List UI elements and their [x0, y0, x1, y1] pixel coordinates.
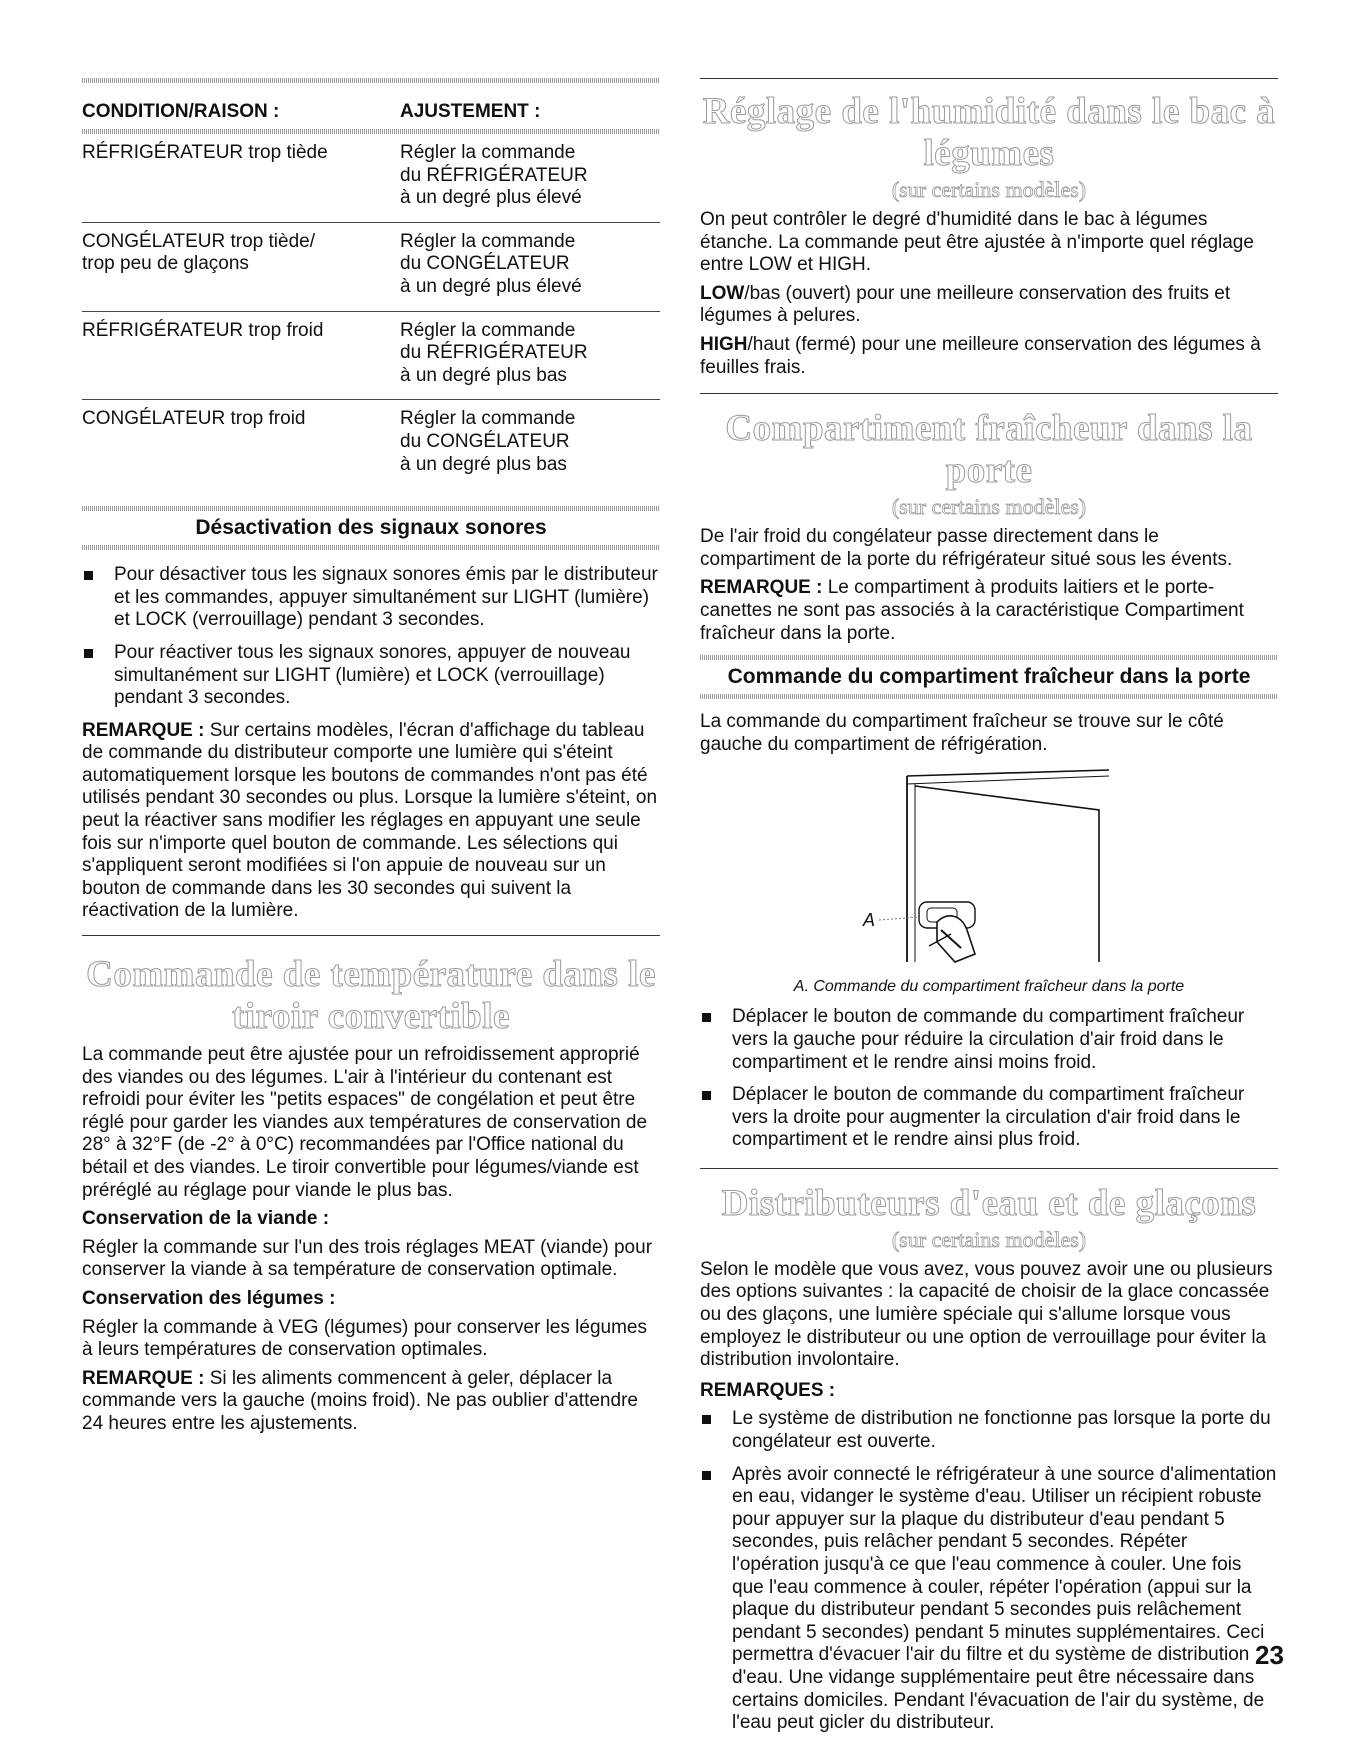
bullet-square-icon — [702, 1091, 711, 1100]
note-text: Le compartiment à produits laitiers et le porte-canettes ne sont pas associés à la caractéristique Compartiment fraîcheur dans la porte. — [700, 577, 1244, 644]
table-row — [82, 400, 660, 506]
left-column — [82, 78, 660, 1442]
dispensers-subtitle: (sur certains modèles) — [891, 1226, 1087, 1252]
section-rule — [700, 393, 1278, 394]
list-item — [82, 642, 660, 710]
veg-heading: Conservation des légumes : — [82, 1287, 336, 1309]
section-rule — [700, 1168, 1278, 1169]
hatch-divider — [700, 694, 1278, 699]
fresh-intro: De l'air froid du congélateur passe directement dans le compartiment de la porte du réfrigérateur situé sous les évents. — [700, 526, 1233, 570]
adjustment-cell: Régler la commande du RÉFRIGÉRATEUR à un degré plus bas — [400, 319, 588, 386]
adjustment-cell: Régler la commande du RÉFRIGÉRATEUR à un degré plus élevé — [400, 142, 588, 209]
drawer-note — [82, 1368, 660, 1436]
condition-cell: RÉFRIGÉRATEUR trop froid — [82, 319, 324, 341]
bullet-text: Déplacer le bouton de commande du compartiment fraîcheur vers la gauche pour réduire la circulation d'air froid dans le compartiment et le rendre ainsi moins froid. — [732, 1006, 1245, 1073]
condition-cell: CONGÉLATEUR trop tiède/ trop peu de glaçons — [82, 230, 316, 275]
veg-text: Régler la commande à VEG (légumes) pour conserver les légumes à leurs températures de conservation optimales. — [82, 1316, 647, 1361]
figure-label-a: A — [863, 910, 876, 931]
bullet-square-icon — [702, 1013, 711, 1022]
section-rule — [82, 935, 660, 936]
high-label: HIGH — [700, 333, 748, 355]
condition-cell: CONGÉLATEUR trop froid — [82, 408, 306, 430]
bullet-text: Après avoir connecté le réfrigérateur à une source d'alimentation en eau, vidanger le système d'eau. Utiliser un récipient robuste pour appuyer sur la plaque du distributeur d'eau pendant 5 secondes, puis relâcher pendant 5 secondes. Répéter l'opération jusqu'à ce que l'eau commence à couler. Une fois que l'eau commence à couler, répéter l'opération (appui sur la plaque du distributeur pendant 5 secondes puis relâchement pendant 5 secondes) pendant 5 minutes supplémentaires. Ceci permettra d'évacuer l'air du filtre et du système de distribution d'eau. Une vidange supplémentaire peut être nécessaire dans certains domiciles. Pendant l'évacuation de l'air du système, de l'eau peut gicler du distributeur. — [732, 1463, 1277, 1734]
notes-heading: REMARQUES : — [700, 1379, 836, 1401]
condition-cell: RÉFRIGÉRATEUR trop tiède — [82, 142, 328, 163]
fresh-note — [700, 577, 1278, 645]
drawer-intro: La commande peut être ajustée pour un refroidissement approprié des viandes ou des légumes. L'air à l'intérieur du contenant est refroidi pour éviter les "petits espaces" de congélation et peut être réglé pour garder les viandes aux températures de conservation de 28° à 32°F (de -2° à 0°C) recommandées par l'Office national du bétail et des viandes. Le tiroir convertible pour légumes/viande est préréglé au réglage pour viande le plus bas. — [82, 1044, 648, 1201]
humidity-high — [700, 334, 1278, 379]
fresh-bullets — [700, 1006, 1278, 1152]
dispensers-bullets — [700, 1408, 1278, 1734]
figure-caption: A. Commande du compartiment fraîcheur dans la porte — [793, 978, 1185, 996]
page-number: 23 — [1255, 1640, 1284, 1670]
list-item — [700, 1408, 1278, 1453]
section-rule — [700, 78, 1278, 79]
bullet-text: Pour désactiver tous les signaux sonores émis par le distributeur et les commandes, appuyer simultanément sur LIGHT (lumière) et LOCK (verrouillage) pendant 3 secondes. — [114, 564, 658, 631]
bullet-square-icon — [84, 571, 93, 580]
hatch-divider — [82, 545, 660, 550]
bullet-text: Déplacer le bouton de commande du compartiment fraîcheur vers la droite pour augmenter la circulation d'air froid dans le compartiment et le rendre ainsi plus froid. — [732, 1084, 1245, 1151]
bullet-text: Pour réactiver tous les signaux sonores, appuyer de nouveau simultanément sur LIGHT (lumière) et LOCK (verrouillage) pendant 3 secondes. — [114, 641, 631, 709]
bullet-square-icon — [702, 1415, 711, 1424]
drawer-title: Commande de température dans le tiroir convertible — [86, 954, 656, 1038]
fresh-control-text: La commande du compartiment fraîcheur se trouve sur le côté gauche du compartiment de réfrigération. — [700, 711, 1224, 755]
note-label: REMARQUE : — [82, 1367, 205, 1389]
low-text: /bas (ouvert) pour une meilleure conservation des fruits et légumes à pelures. — [700, 282, 1231, 327]
table-row — [82, 312, 660, 401]
meat-heading: Conservation de la viande : — [82, 1208, 330, 1230]
adjustment-header: AJUSTEMENT : — [400, 101, 541, 122]
table-row — [82, 134, 660, 223]
fresh-subtitle: (sur certains modèles) — [891, 494, 1087, 520]
dispensers-title: Distributeurs d'eau et de glaçons — [721, 1182, 1257, 1224]
sound-heading: Désactivation des signaux sonores — [195, 516, 547, 540]
right-column — [700, 78, 1278, 1745]
list-item — [700, 1464, 1278, 1735]
bullet-text: Le système de distribution ne fonctionne pas lorsque la porte du congélateur est ouverte. — [732, 1408, 1271, 1453]
bullet-square-icon — [702, 1471, 711, 1480]
sound-bullets — [82, 564, 660, 710]
list-item — [82, 564, 660, 632]
list-item — [700, 1006, 1278, 1074]
list-item — [700, 1084, 1278, 1152]
note-text: Si les aliments commencent à geler, déplacer la commande vers la gauche (moins froid). Ne pas oublier d'attendre 24 heures entre les ajustements. — [82, 1367, 638, 1434]
adjustment-cell: Régler la commande du CONGÉLATEUR à un degré plus bas — [400, 408, 576, 475]
note-label: REMARQUE : — [700, 577, 823, 599]
bullet-square-icon — [84, 649, 93, 658]
sound-note — [82, 720, 660, 923]
fresh-control-illustration — [779, 762, 1199, 974]
meat-text: Régler la commande sur l'un des trois réglages MEAT (viande) pour conserver la viande à sa température de conservation optimale. — [82, 1236, 653, 1281]
fresh-control-heading: Commande du compartiment fraîcheur dans la porte — [727, 665, 1251, 689]
note-text: Sur certains modèles, l'écran d'affichage du tableau de commande du distributeur comporte une lumière qui s'éteint automatiquement lorsque les boutons de commandes n'ont pas été utilisés pendant 30 secondes ou plus. Lorsque la lumière s'éteint, on peut la réactiver sans modifier les réglages en appuyant une seule fois sur n'importe quel bouton de commande. Les sélections qui s'appliquent seront modifiées si l'on appuie de nouveau sur un bouton de commande dans les 30 secondes qui suivent la réactivation de la lumière. — [82, 719, 658, 922]
humidity-intro: On peut contrôler le degré d'humidité dans le bac à légumes étanche. La commande peut être ajustée à n'importe quel réglage entre LOW et HIGH. — [700, 209, 1254, 276]
adjustment-cell: Régler la commande du CONGÉLATEUR à un degré plus élevé — [400, 230, 582, 297]
low-label: LOW — [700, 282, 745, 304]
table-row — [82, 223, 660, 312]
dispensers-intro: Selon le modèle que vous avez, vous pouvez avoir une ou plusieurs des options suivantes : la capacité de choisir de la glace concassée ou des glaçons, une lumière spéciale qui s'allume lorsque vous employez le distributeur ou une option de verrouillage pour éviter la distribution involontaire. — [700, 1258, 1273, 1371]
humidity-subtitle: (sur certains modèles) — [891, 177, 1087, 202]
table-header — [82, 83, 660, 129]
humidity-title: Réglage de l'humidité dans le bac à légumes — [702, 91, 1276, 174]
high-text: /haut (fermé) pour une meilleure conservation des légumes à feuilles frais. — [700, 333, 1261, 378]
fresh-title: Compartiment fraîcheur dans la porte — [725, 408, 1253, 492]
condition-header: CONDITION/RAISON : — [82, 101, 280, 122]
note-label: REMARQUE : — [82, 719, 205, 741]
humidity-low — [700, 283, 1278, 328]
